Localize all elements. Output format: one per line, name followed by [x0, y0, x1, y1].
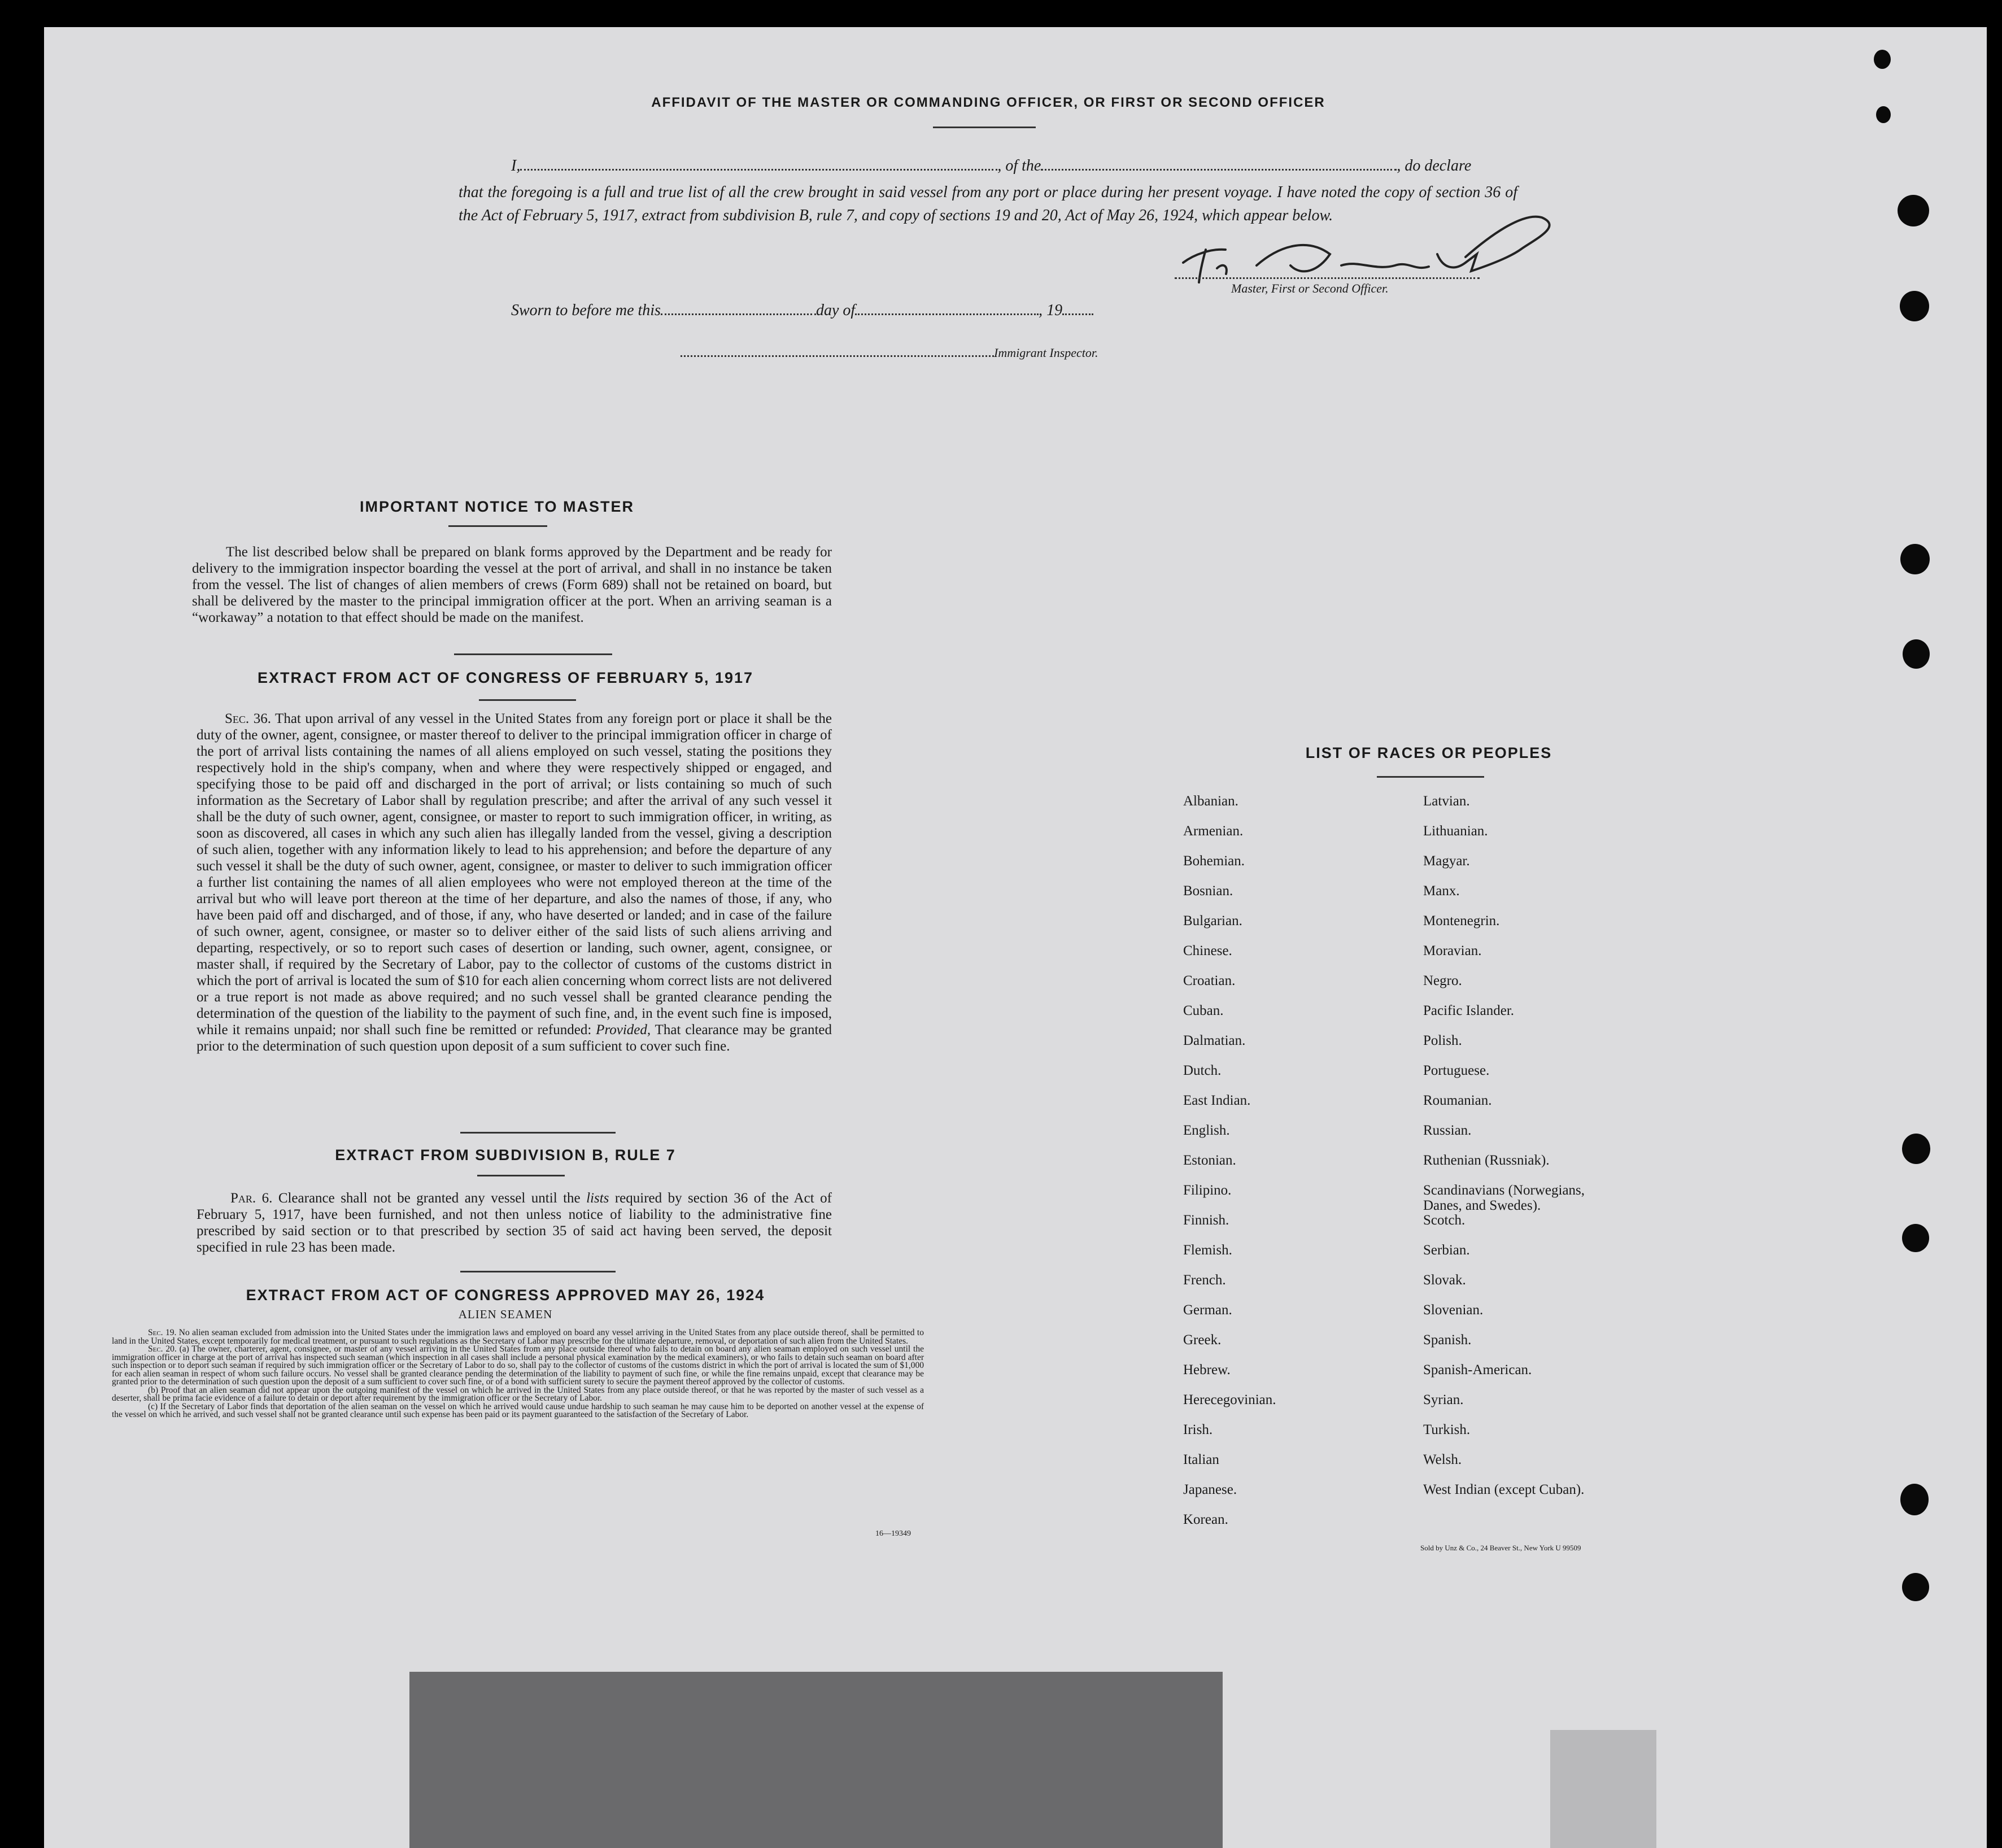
archival-tape — [409, 1672, 1223, 1848]
notice-body: The list described below shall be prepared on blank forms approved by the Department and be ready for delivery to the immigration inspector boarding the vessel at the port of arrival, and shall in no instance be taken from the vessel. The list of changes of alien members of crews (Form 689) shall not be retained on board, but shall be delivered by the master to the principal immigration officer at the port. When an arriving seaman is a “workaway” a notation to that effect should be made on the manifest. — [192, 544, 832, 625]
race-item: Magyar. — [1423, 853, 1470, 869]
race-item: Moravian. — [1423, 943, 1482, 958]
punch-hole — [1900, 544, 1930, 574]
punch-hole — [1902, 1224, 1929, 1252]
notice-end-rule — [454, 653, 612, 655]
race-item: Chinese. — [1183, 943, 1232, 958]
sec20c-paragraph: (c) If the Secretary of Labor finds that deportation of the alien seaman on the vessel on which he arrived would cause undue hardship to such seaman he may cause him to be deported on another vessel at the expense of the vessel on which he arrived, and such vessel shall not be granted clearance until such expense has been paid or its payment guaranteed to the satisfaction of the Secretary of Labor. — [112, 1401, 924, 1419]
race-item: Greek. — [1183, 1332, 1222, 1348]
race-item: Korean. — [1183, 1512, 1228, 1527]
race-item: Bosnian. — [1183, 883, 1233, 899]
race-item: Italian — [1183, 1452, 1219, 1467]
signature-label: Master, First or Second Officer. — [1231, 281, 1389, 295]
race-item: Armenian. — [1183, 823, 1244, 839]
sworn-day-label: day of — [815, 302, 856, 319]
rule7-title: EXTRACT FROM SUBDIVISION B, RULE 7 — [335, 1147, 676, 1163]
vessel-name-blank — [1041, 168, 1397, 171]
sec36-text: That upon arrival of any vessel in the United States from any foreign port or place it shall be the duty of the owner, agent, consignee, or master thereof to deliver to the principal immigration officer in charge of the port of arrival lists containing the names of all aliens employed on such vessel, stating the positions they respectively hold in the ship's company, when and where they were respectively shipped or engaged, and specifying those to be paid off and discharged in the port of arrival; or lists containing so much of such information as the Secretary of Labor shall by regulation prescribe; and after the arrival of any such vessel it shall be the duty of such owner, agent, consignee, or master to report to such immigration officer, in writing, as soon as discovered, all cases in which any such alien has illegally landed from the vessel, giving a description of such alien, together with any information likely to lead to his apprehension; and before the departure of any such vessel it shall be the duty of such owner, agent, consignee, or master to deliver to such immigration officer a further list containing the names of all alien employees who were not employed thereon at the time of the arrival but who will leave port thereon at the time of her departure, and also the names of those, if any, who have been paid off and discharged, and of those, if any, who have deserted or landed; and in case of the failure of such owner, agent, consignee, or master so to deliver either of the said lists of such aliens arriving and departing, respectively, or so to report such cases of desertion or landing, such owner, agent, consignee, or master shall, if required by the Secretary of Labor, pay to the collector of customs of the customs district in which the port of arrival is located the sum of $10 for each alien concerning whom correct lists are not delivered or a true report is not made as above required; and no such vessel shall be granted clearance pending the determination of the question of the liability to the payment of such fine, and, in the event such fine is imposed, while it remains unpaid; nor shall such fine be remitted or refunded: — [197, 711, 832, 1038]
signature-line — [1175, 277, 1480, 279]
punch-hole — [1874, 50, 1891, 69]
extract1917-end-rule — [460, 1132, 616, 1134]
sec36-label: Sec. 36. — [225, 711, 271, 726]
race-item: Spanish. — [1423, 1332, 1472, 1348]
race-item: Estonian. — [1183, 1153, 1236, 1168]
sec20a-paragraph — [112, 1345, 924, 1387]
race-item: English. — [1183, 1123, 1230, 1138]
sworn-month-blank — [855, 313, 1039, 315]
race-item: East Indian. — [1183, 1093, 1251, 1108]
affidavit-declare-label: , do declare — [1397, 157, 1472, 175]
lists-word: lists — [586, 1191, 609, 1206]
sec20a-text: (a) The owner, charterer, agent, consignee, or master of any vessel arriving in the United States from any place outside thereof who fails to detain on board any alien seaman employed on such vessel until the immigration officer in charge at the port of arrival has inspected such seaman (which inspection in all cases shall include a personal physical examination by the medical examiners), or who fails to detain such seaman on board after such inspection or to deport such seaman if required by such immigration officer or the Secretary of Labor to do so, shall pay to the collector of customs of the customs district in which the port of arrival is located the sum of $1,000 for each alien seaman in respect of whom such failure occurs. No vessel shall be granted clearance pending the determination of the liability to payment of such fine, or while the fine remains unpaid, except that clearance may be granted prior to the determination of such question upon the deposit of a sum sufficient to cover such fine, or of a bond with sufficient surety to secure the payment thereof approved by the collector of customs. — [112, 1344, 924, 1387]
race-item: Herecegovinian. — [1183, 1392, 1276, 1407]
archival-stamp — [1550, 1730, 1656, 1848]
rule7-end-rule — [460, 1271, 616, 1272]
rule7-text-end: required by section 36 of the Act of February 5, 1917, have been furnished, and not then unless notice of liability to the administrative fine prescribed by said section or to that prescribed by section 35 of said act having been served, the deposit specified in rule 23 has been made. — [197, 1191, 832, 1255]
sworn-label: Sworn to before me this — [511, 302, 661, 319]
affidavit-line1 — [511, 157, 1516, 175]
race-item: Scandinavians (Norwegians, Danes, and Swedes). — [1423, 1183, 1585, 1213]
race-item: Bohemian. — [1183, 853, 1245, 869]
race-item: Manx. — [1423, 883, 1460, 899]
races-title: LIST OF RACES OR PEOPLES — [1305, 744, 1552, 761]
race-item: German. — [1183, 1302, 1232, 1318]
affidavit-title-rule — [933, 127, 1036, 128]
punch-hole — [1900, 291, 1929, 321]
inspector-line — [681, 346, 1098, 360]
race-item: Slovak. — [1423, 1272, 1466, 1288]
inspector-label: Immigrant Inspector. — [994, 346, 1098, 360]
affidavit-of-label: , of the — [997, 157, 1041, 175]
race-item: Turkish. — [1423, 1422, 1471, 1437]
race-item: Pacific Islander. — [1423, 1003, 1515, 1018]
race-item: Finnish. — [1183, 1213, 1229, 1228]
extract1924-body — [112, 1329, 924, 1419]
punch-hole — [1902, 1134, 1930, 1164]
race-item: Portuguese. — [1423, 1063, 1490, 1078]
race-item: Cuban. — [1183, 1003, 1224, 1018]
sec19-paragraph — [112, 1329, 924, 1345]
affidavit-i-label: I, — [511, 157, 521, 175]
notice-title-rule — [448, 525, 547, 527]
rule7-text: Clearance shall not be granted any vessel until the — [278, 1191, 581, 1206]
race-item: Dalmatian. — [1183, 1033, 1246, 1048]
sworn-line — [511, 302, 1093, 320]
race-item: Bulgarian. — [1183, 913, 1242, 929]
punch-hole — [1898, 195, 1929, 226]
race-item: Slovenian. — [1423, 1302, 1484, 1318]
race-item: Hebrew. — [1183, 1362, 1231, 1378]
race-item: French. — [1183, 1272, 1226, 1288]
race-item: Spanish-American. — [1423, 1362, 1532, 1378]
sworn-year-label: , 19 — [1039, 302, 1063, 319]
form-number: 16—19349 — [875, 1529, 911, 1538]
race-item: Russian. — [1423, 1123, 1472, 1138]
race-item: West Indian (except Cuban). — [1423, 1482, 1585, 1497]
par6-label: Par. 6. — [230, 1191, 273, 1206]
race-item: Ruthenian (Russniak). — [1423, 1153, 1550, 1168]
inspector-blank — [681, 355, 994, 357]
sworn-date-blank — [661, 313, 816, 315]
extract1924-title: EXTRACT FROM ACT OF CONGRESS APPROVED MAY 26, 1924 — [246, 1287, 765, 1304]
race-item: Albanian. — [1183, 794, 1238, 809]
rule7-title-rule — [477, 1175, 565, 1176]
punch-hole — [1902, 1573, 1929, 1601]
punch-hole — [1876, 106, 1891, 123]
races-right-column — [1423, 794, 1660, 1512]
races-left-column — [1183, 794, 1398, 1542]
race-item: Lithuanian. — [1423, 823, 1488, 839]
extract1917-body — [197, 711, 832, 1054]
extract1917-title-rule — [479, 699, 576, 701]
affidavit-title: AFFIDAVIT OF THE MASTER OR COMMANDING OFFICER, OR FIRST OR SECOND OFFICER — [651, 95, 1325, 110]
punch-hole — [1900, 1484, 1929, 1515]
sec19-label: Sec. 19. — [148, 1328, 177, 1337]
sec19-text: No alien seaman excluded from admission into the United States under the immigration laws and employed on board any vessel arriving in the United States from any place outside thereof, shall be permitted to land in the United States, except temporarily for medical treatment, or pursuant to such regulations as the Secretary of Labor may prescribe for the ultimate departure, removal, or deportation of such alien from the United States. — [112, 1328, 924, 1346]
sworn-year-blank — [1062, 313, 1093, 315]
punch-hole — [1903, 639, 1930, 669]
race-item: Serbian. — [1423, 1243, 1470, 1258]
sec20-label: Sec. 20. — [148, 1344, 177, 1354]
master-name-blank — [520, 168, 997, 171]
race-item: Filipino. — [1183, 1183, 1232, 1198]
extract1924-subtitle: ALIEN SEAMEN — [458, 1307, 553, 1321]
provided-word: Provided, — [596, 1022, 651, 1038]
race-item: Polish. — [1423, 1033, 1462, 1048]
race-item: Irish. — [1183, 1422, 1213, 1437]
race-item: Negro. — [1423, 973, 1462, 988]
race-item: Welsh. — [1423, 1452, 1462, 1467]
sec20b-paragraph: (b) Proof that an alien seaman did not appear upon the outgoing manifest of the vessel on which he arrived in the United States from any place outside thereof, or that he was reported by the master of such vessel as a deserter, shall be prima facie evidence of a failure to detain or deport after requirement by the immigration officer or the Secretary of Labor. — [112, 1385, 924, 1403]
extract1917-title: EXTRACT FROM ACT OF CONGRESS OF FEBRUARY 5, 1917 — [257, 669, 754, 686]
race-item: Flemish. — [1183, 1243, 1232, 1258]
notice-title: IMPORTANT NOTICE TO MASTER — [360, 498, 634, 515]
race-item: Latvian. — [1423, 794, 1470, 809]
affidavit-body: that the foregoing is a full and true list of all the crew brought in said vessel from any port or place during her present voyage. I have noted the copy of section 36 of the Act of February 5, 1917, extract from subdivision B, rule 7, and copy of sections 19 and 20, Act of May 26, 1924, which appear below. — [459, 184, 1517, 224]
race-item: Roumanian. — [1423, 1093, 1492, 1108]
race-item: Montenegrin. — [1423, 913, 1500, 929]
sec36-text-end: That clearance may be granted prior to the determination of such question upon deposit of a sum sufficient to cover such fine. — [197, 1022, 832, 1054]
race-item: Scotch. — [1423, 1213, 1465, 1228]
race-item: Croatian. — [1183, 973, 1236, 988]
race-item: Dutch. — [1183, 1063, 1222, 1078]
race-item: Syrian. — [1423, 1392, 1464, 1407]
race-item: Japanese. — [1183, 1482, 1237, 1497]
races-title-rule — [1377, 776, 1484, 778]
printer-imprint: Sold by Unz & Co., 24 Beaver St., New York U 99509 — [1420, 1544, 1581, 1552]
rule7-body — [197, 1190, 832, 1256]
